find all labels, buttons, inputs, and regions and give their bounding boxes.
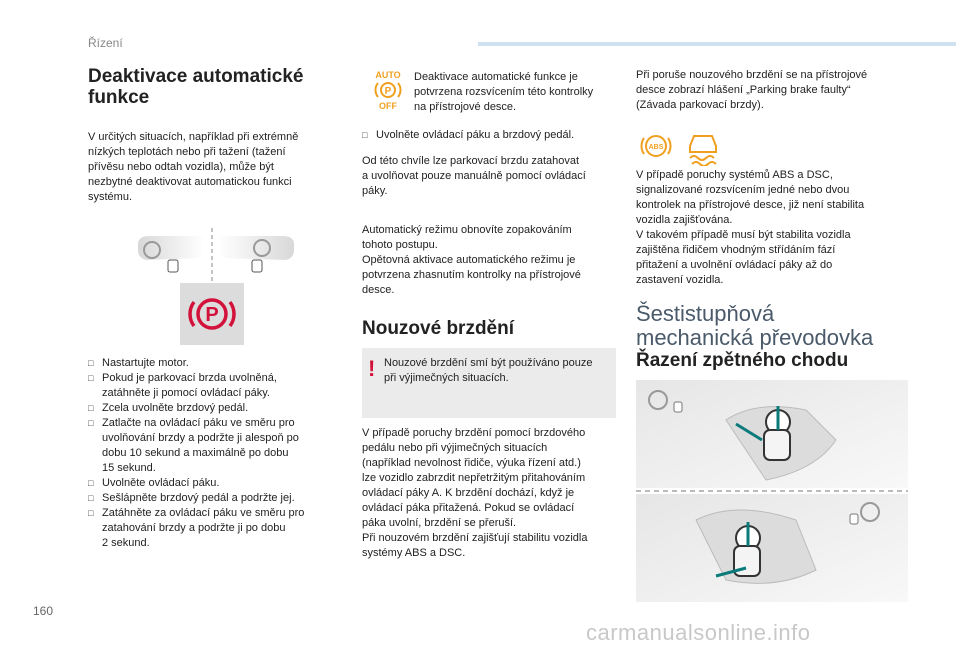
fault-message-text: Při poruše nouzového brzdění se na přístrojové desce zobrazí hlášení „Parking brake faulty“ (Závada parkovací brzdy). — [636, 69, 868, 111]
watermark: carmanualsonline.info — [586, 620, 811, 645]
reverse-gear-illustration — [636, 380, 908, 602]
deactivation-intro: V určitých situacích, například při extrémně nízkých teplotách nebo při tažení (tažení přívěsu nebo odtah vozidla), může být nezbytné deaktivovat automatickou funkci systému. — [88, 131, 299, 203]
manual-only-text: Od této chvíle lze parkovací brzdu zatahovat a uvolňovat pouze manuálně pomocí ovládací páky. — [362, 155, 586, 197]
header-bar — [478, 42, 956, 46]
emergency-warning-box — [362, 348, 616, 418]
svg-text:OFF: OFF — [379, 101, 397, 110]
step-item: □ Nastartujte motor. — [88, 356, 338, 371]
abs-dsc-icons — [636, 126, 726, 166]
auto-off-text: Deaktivace automatické funkce je potvrzena rozsvícením této kontrolky na přístrojové desce. — [414, 71, 594, 113]
reverse-gear-title: Řazení zpětného chodu — [636, 350, 849, 371]
emergency-text: V případě poruchy brzdění pomocí brzdového pedálu nebo při výjimečných situacích (například nevolnost řidiče, výuka řízení atd.) lze vozidlo zabrzdit nepřetržitým přitahováním ovládací páky A. K brzdění dochází, když je ovládací páka přitažená. Pokud se ovládací páka uvolní, brzdění se přeruší. Při nouzovém brzdění zajišťují stabilitu vozidla systémy ABS a DSC. — [362, 427, 588, 559]
gearbox-section-title: Šestistupňová mechanická převodovka — [636, 301, 874, 350]
step-item: □ Zatáhněte za ovládací páku ve směru pro zatahování brzdy a podržte ji po dobu 2 sekund. — [88, 506, 338, 551]
deactivation-title: Deaktivace automatické funkce — [88, 66, 304, 108]
deactivation-steps — [88, 356, 338, 551]
page-number: 160 — [33, 604, 54, 618]
restore-auto-text: Automatický režimu obnovíte zopakováním tohoto postupu. Opětovná aktivace automatického režimu je potvrzena zhasnutím kontrolky na přístrojové desce. — [362, 224, 581, 296]
parking-brake-letter: P — [205, 304, 219, 326]
svg-text:P: P — [384, 86, 392, 97]
step-item: □ Zcela uvolněte brzdový pedál. — [88, 401, 338, 416]
step-item: □ Uvolněte ovládací páku. — [88, 476, 338, 491]
release-bullet: □ Uvolněte ovládací páku a brzdový pedál. — [362, 128, 631, 143]
emergency-title: Nouzové brzdění — [362, 318, 515, 339]
emergency-warning-text: Nouzové brzdění smí být používáno pouze při výjimečných situacích. — [384, 357, 593, 384]
dashboard-illustration — [136, 228, 296, 286]
abs-failure-text: V případě poruchy systémů ABS a DSC, signalizované rozsvícením jedné nebo dvou kontrolek na přístrojové desce, již není stabilita vozidla zajišťována. V takovém případě musí být stabilita vozidla zajištěna řidičem vhodným střídáním fází přitažení a uvolnění ovládací páky až do zastavení vozidla. — [636, 169, 865, 286]
header-section-label: Řízení — [88, 36, 123, 50]
step-item: □ Pokud je parkovací brzda uvolněná, zatáhněte ji pomocí ovládací páky. — [88, 371, 338, 401]
warning-icon: ! — [368, 356, 376, 381]
parking-brake-icon — [180, 283, 244, 345]
column-1 — [88, 66, 338, 205]
step-item: □ Zatlačte na ovládací páku ve směru pro uvolňování brzdy a podržte ji alespoň po dobu 10 sekund a maximálně po dobu 15 sekund. — [88, 416, 338, 476]
auto-off-icon — [370, 70, 406, 110]
step-item: □ Sešlápněte brzdový pedál a podržte jej. — [88, 491, 338, 506]
abs-icon-label: ABS — [648, 144, 664, 151]
svg-text:AUTO: AUTO — [375, 70, 401, 80]
